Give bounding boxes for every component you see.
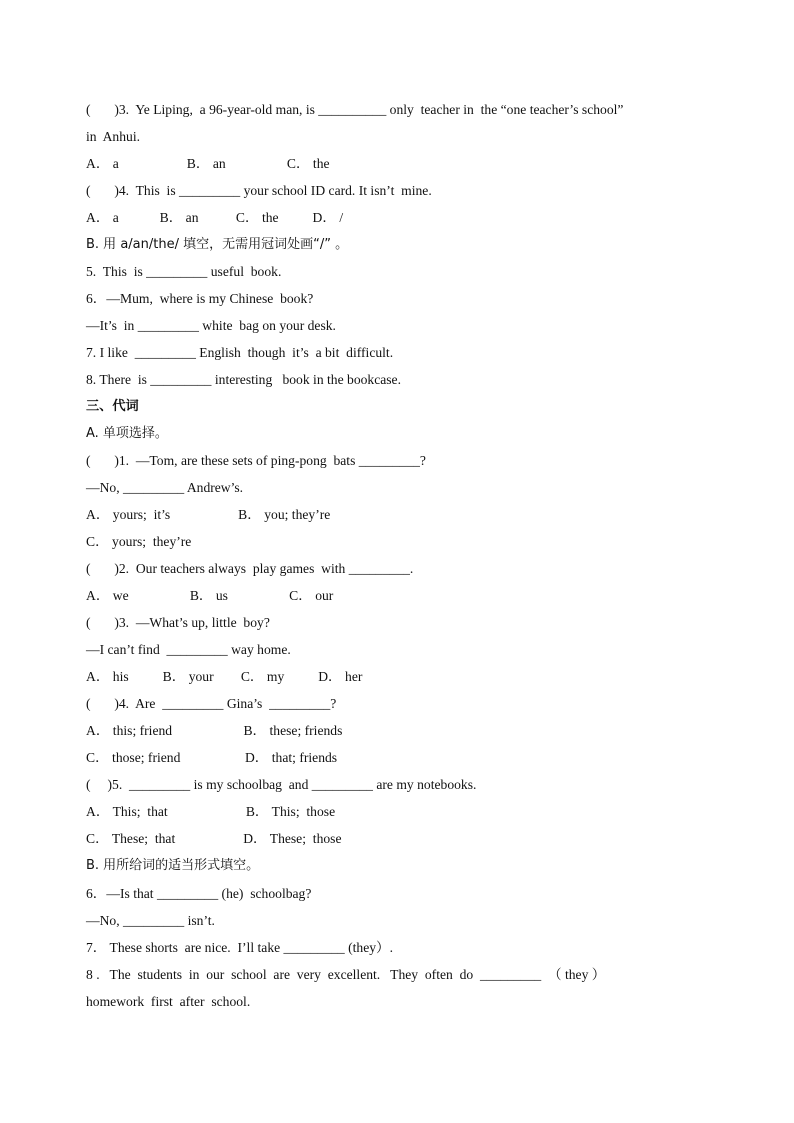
options-q3-article: A． a B． an C． the [86, 156, 330, 171]
pronoun-question-2: ( )2. Our teachers always play games with _________. [86, 561, 414, 576]
pronoun-fill-8-continued: homework first after school. [86, 994, 251, 1009]
pronoun-options-5b: C． These; that D． These; those [86, 831, 342, 846]
pronoun-fill-7: 7． These shorts are nice. I’ll take _________ (they）. [86, 940, 394, 955]
section-3-heading: 三、代词 [86, 399, 139, 414]
pronoun-options-3: A． his B． your C． my D． her [86, 669, 363, 684]
question-6-fill: 6．—Mum, where is my Chinese book? [86, 291, 314, 306]
pronoun-fill-8: 8 . The students in our school are very excellent. They often do _________ （ they ） [86, 967, 606, 982]
options-q4-article: A． a B． an C． the D． / [86, 210, 344, 225]
pronoun-question-5: ( )5. _________ is my schoolbag and _________ are my notebooks. [86, 777, 477, 792]
pronoun-fill-6-reply: —No, _________ isn’t. [86, 913, 215, 928]
section-b-pronoun-instruction: B. 用所给词的适当形式填空。 [86, 858, 260, 873]
question-3-continued: in Anhui. [86, 129, 141, 144]
pronoun-options-5a: A． This; that B． This; those [86, 804, 336, 819]
pronoun-fill-6: 6．—Is that _________ (he) schoolbag? [86, 886, 312, 901]
question-7-fill: 7. I like _________ English though it’s a bit difficult. [86, 345, 394, 360]
pronoun-question-3: ( )3. —What’s up, little boy? [86, 615, 270, 630]
question-3-article: ( )3. Ye Liping, a 96-year-old man, is __________ only teacher in the “one teacher’s school” [86, 102, 624, 117]
section-a-instruction: A. 单项选择。 [86, 426, 168, 441]
question-4-article: ( )4. This is _________ your school ID card. It isn’t mine. [86, 183, 432, 198]
pronoun-options-2: A． we B． us C． our [86, 588, 334, 603]
pronoun-question-1: ( )1. —Tom, are these sets of ping-pong bats _________? [86, 453, 426, 468]
pronoun-question-1-reply: —No, _________ Andrew’s. [86, 480, 244, 495]
pronoun-question-4: ( )4. Are _________ Gina’s _________? [86, 696, 337, 711]
question-6-answer: —It’s in _________ white bag on your desk. [86, 318, 336, 333]
pronoun-options-1b: C． yours; they’re [86, 534, 192, 549]
pronoun-question-3-reply: —I can’t find _________ way home. [86, 642, 291, 657]
pronoun-options-1a: A． yours; it’s B． you; they’re [86, 507, 331, 522]
pronoun-options-4a: A． this; friend B． these; friends [86, 723, 343, 738]
section-b-instruction: B. 用 a/an/the/ 填空，无需用冠词处画“/” 。 [86, 237, 349, 252]
pronoun-options-4b: C． those; friend D． that; friends [86, 750, 338, 765]
question-5-fill: 5. This is _________ useful book. [86, 264, 282, 279]
question-8-fill: 8. There is _________ interesting book in the bookcase. [86, 372, 401, 387]
